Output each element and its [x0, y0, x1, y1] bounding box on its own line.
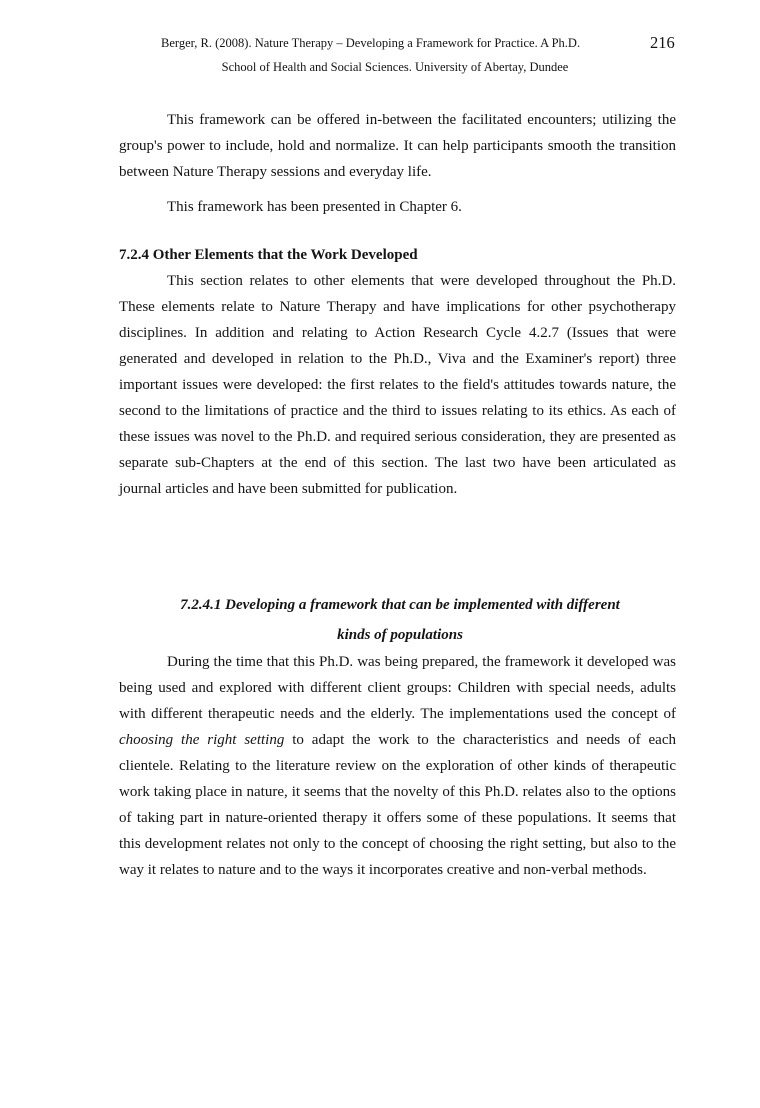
paragraph-text-end: to adapt the work to the characteristics and needs of each clientele. Relating to the literature review on the exploration of other kinds of therapeutic work taking place in nature, it seems that the novelty of this Ph.D. relates also to the options of taking part in nature-oriented therapy it offers some of these populations. It seems that this development relates not only to the concept of choosing the right setting, but also to the way it relates to nature and to the ways it incorporates creative and non-verbal methods.: [119, 732, 676, 878]
section-heading-7-2-4: 7.2.4 Other Elements that the Work Developed: [119, 247, 418, 263]
page-number: 216: [650, 33, 675, 52]
header-institution: School of Health and Social Sciences. University of Abertay, Dundee: [221, 60, 569, 74]
section-heading-7-2-4-1: [140, 590, 660, 650]
section-heading-7-2-4-1-line2: kinds of populations: [337, 627, 463, 643]
intro-paragraph-1: This framework can be offered in-between the facilitated encounters; utilizing the group's power to include, hold and normalize. It can help participants smooth the transition between Nature Therapy sessions and everyday life.: [119, 112, 676, 180]
section-heading-7-2-4-1-line1: 7.2.4.1 Developing a framework that can be implemented with different: [180, 597, 620, 613]
header-institution-line: [0, 60, 760, 75]
section-7-2-4-1-paragraph: [119, 649, 676, 883]
section-7-2-4-paragraph: This section relates to other elements that were developed throughout the Ph.D. These elements relate to Nature Therapy and have implications for other psychotherapy disciplines. In addition and relating to Action Research Cycle 4.2.7 (Issues that were generated and developed in relation to the Ph.D., Viva and the Examiner's report) three important issues were developed: the first relates to the field's attitudes towards nature, the second to the limitations of practice and the third to issues relating to its ethics. As each of these issues was novel to the Ph.D. and required serious consideration, they are presented as separate sub-Chapters at the end of this section. The last two have been articulated as journal articles and have been submitted for publication.: [119, 273, 676, 497]
intro-paragraph-2: This framework has been presented in Chapter 6.: [167, 199, 462, 215]
emphasized-phrase: choosing the right setting: [119, 732, 285, 748]
paragraph-text-start: During the time that this Ph.D. was being prepared, the framework it developed was being used and explored with different client groups: Children with special needs, adults with different therapeutic needs and the elderly. The implementations used the concept of: [119, 654, 676, 722]
header-citation: Berger, R. (2008). Nature Therapy – Developing a Framework for Practice. A Ph.D.: [161, 36, 581, 50]
